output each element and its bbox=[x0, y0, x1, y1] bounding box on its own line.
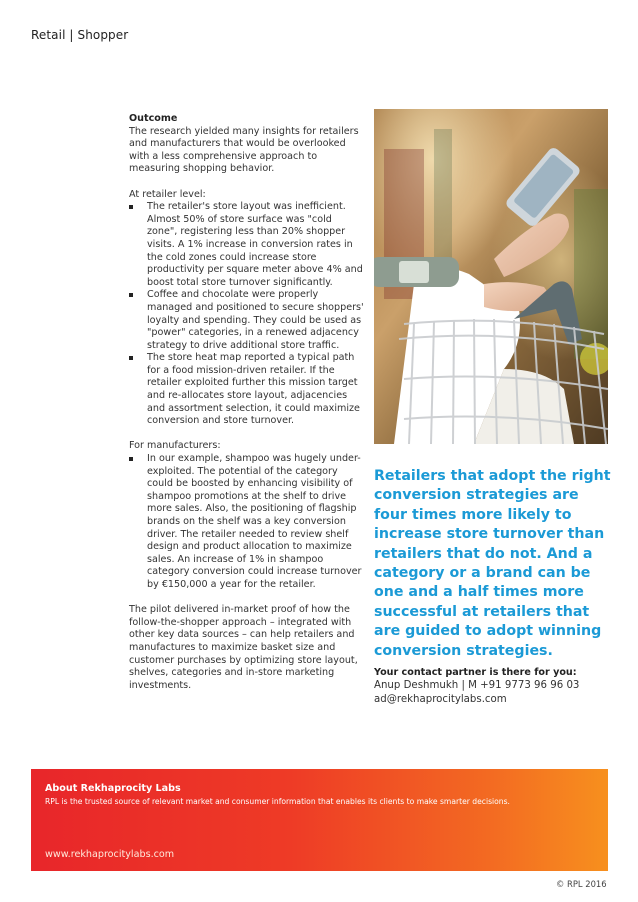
outcome-section bbox=[129, 113, 365, 692]
outcome-intro: The research yielded many insights for retailers and manufacturers that would be overlooked with a less comprehensive approach to measuring shopping behavior. bbox=[129, 125, 359, 175]
about-text: RPL is the trusted source of relevant market and consumer information that enables its clients to make smarter decisions. bbox=[45, 797, 510, 806]
square-bullet-icon bbox=[129, 457, 133, 461]
pull-quote: Retailers that adopt the right conversion strategies are four times more likely to increase store turnover than retailers that do not. And a category or a brand can be one and a half times more successful at retailers that are guided to adopt winning conversion strategies. bbox=[374, 468, 611, 659]
square-bullet-icon bbox=[129, 356, 133, 360]
contact-name-phone: Anup Deshmukh | M +91 9773 96 96 03 bbox=[374, 680, 580, 692]
contact-email[interactable]: ad@rekhaprocitylabs.com bbox=[374, 693, 507, 705]
list-item: Coffee and chocolate were properly managed and positioned to secure shoppers' loyalty and spending. They could be used as "power" categories, in a renewed adjacency strategy to drive additional store traffic. bbox=[129, 289, 365, 352]
contact-heading: Your contact partner is there for you: bbox=[374, 667, 577, 678]
page-header-title: Retail | Shopper bbox=[31, 28, 129, 42]
manufacturer-bullet-list bbox=[129, 453, 365, 592]
contact-block bbox=[374, 666, 614, 706]
outcome-heading: Outcome bbox=[129, 113, 178, 124]
manufacturers-label: For manufacturers: bbox=[129, 440, 221, 452]
square-bullet-icon bbox=[129, 293, 133, 297]
list-item: In our example, shampoo was hugely under-exploited. The potential of the category could be boosted by enhancing visibility of shampoo promotions at the shelf to drive more sales. Also, the positioning of flagship brands on the shelf was a key conversion driver. The retailer needed to review shelf design and product allocation to maximize sales. An increase of 1% in shampoo category conversion could increase turnover by €150,000 a year for the retailer. bbox=[129, 453, 365, 592]
retailer-bullet-list bbox=[129, 201, 365, 428]
square-bullet-icon bbox=[129, 205, 133, 209]
copyright-notice: © RPL 2016 bbox=[556, 879, 607, 889]
shopper-phone-cart-photo bbox=[374, 109, 608, 444]
closing-paragraph: The pilot delivered in-market proof of how the follow-the-shopper approach – integrated with other key data sources – can help retailers and manufactures to maximize basket size and customer purchases by optimizing store layout, shelves, categories and in-store marketing investments. bbox=[129, 604, 358, 691]
list-item: The retailer's store layout was inefficient. Almost 50% of store surface was "cold zone", registering less than 20% shopper visits. A 1% increase in conversion rates in the cold zones could increase store productivity per square meter above 4% and boost total store turnover significantly. bbox=[129, 201, 365, 289]
website-link[interactable]: www.rekhaprocitylabs.com bbox=[45, 849, 175, 860]
about-footer-band bbox=[31, 769, 608, 871]
about-title: About Rekhaprocity Labs bbox=[45, 783, 181, 794]
retailer-level-label: At retailer level: bbox=[129, 188, 206, 200]
list-item: The store heat map reported a typical path for a food mission-driven retailer. If the retailer exploited further this mission target and re-allocates store layout, adjacencies and assortment selection, it could maximize conversion and store turnover. bbox=[129, 352, 365, 428]
